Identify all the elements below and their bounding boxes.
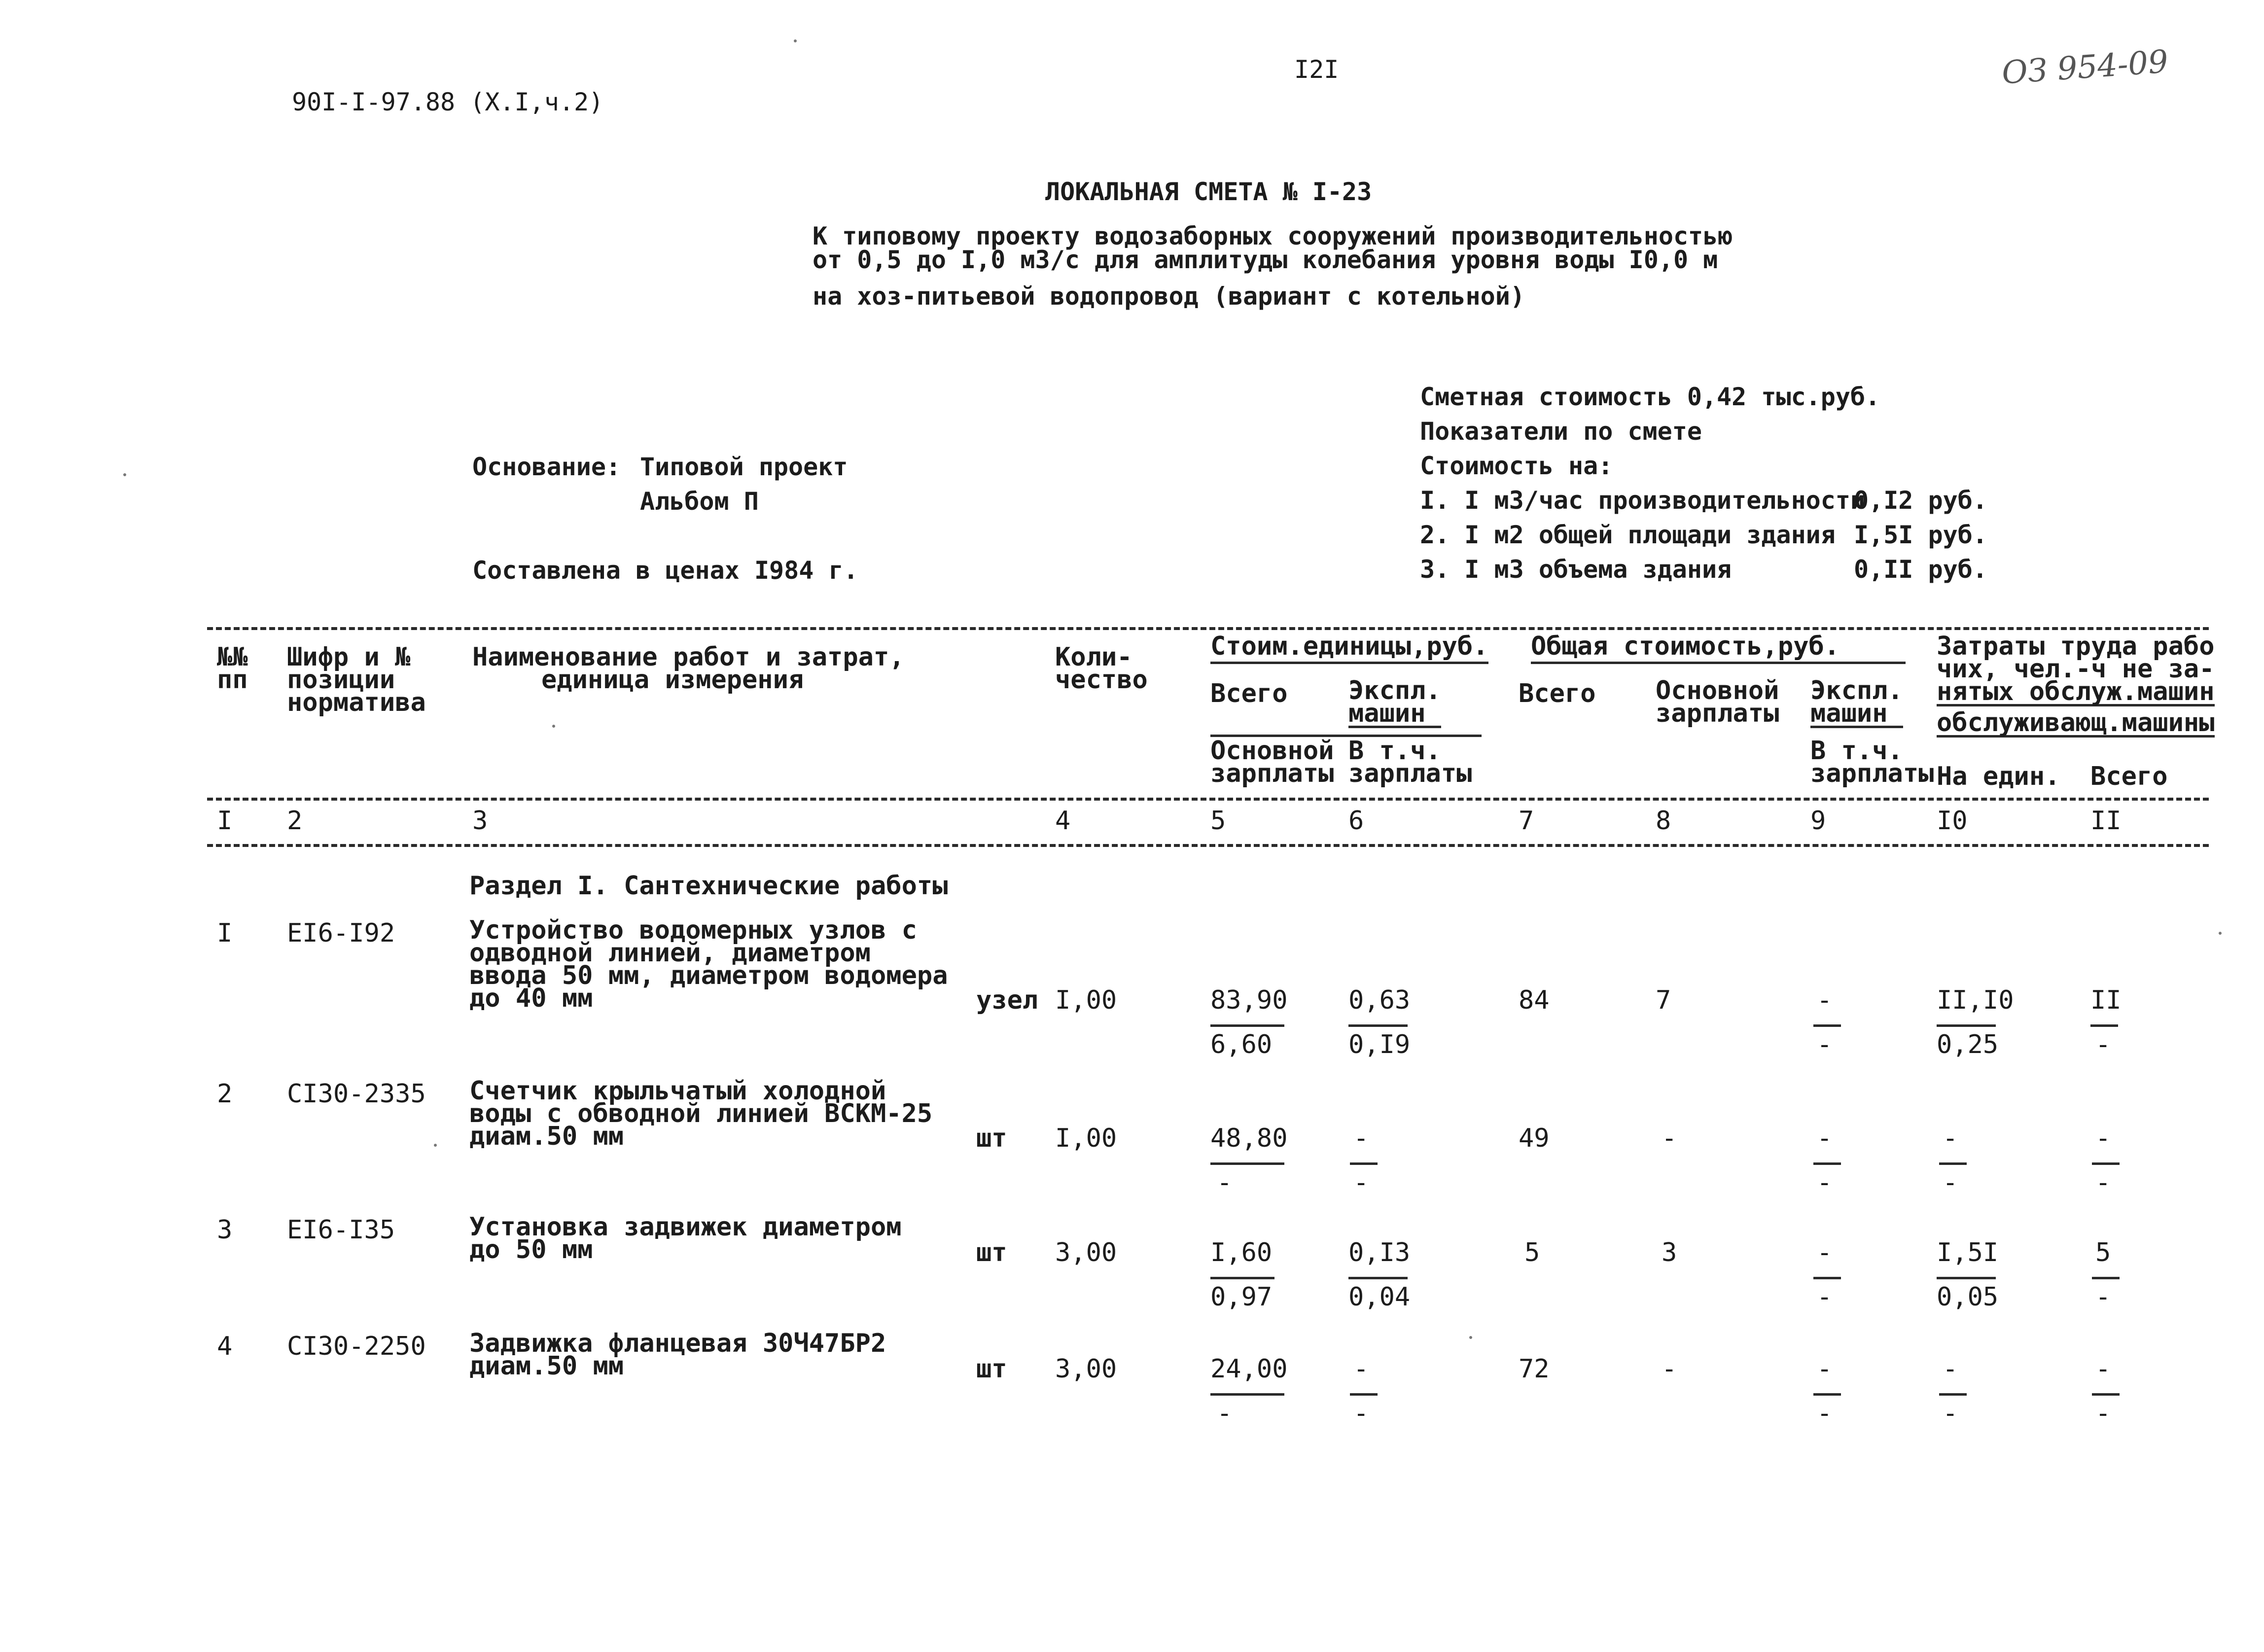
row-c6-bottom: - [1353, 1399, 1369, 1428]
row-qty: I,00 [1055, 985, 1117, 1015]
row-name: Задвижка фланцевая 30Ч47БР2 диам.50 мм [469, 1329, 886, 1381]
row-c6-bottom: - [1353, 1168, 1369, 1197]
fraction-line [1813, 1277, 1841, 1279]
estimate-cost-on: Стоимость на: [1420, 452, 1613, 480]
row-c10-bottom: 0,05 [1937, 1282, 1999, 1312]
hdr-c9-top: Экспл. машин [1810, 676, 1903, 728]
row-c5-bottom: 6,60 [1210, 1030, 1273, 1059]
row-c6-top: 0,63 [1348, 985, 1411, 1015]
section-title: Раздел I. Сантехнические работы [469, 871, 948, 901]
table-top-rule [207, 627, 2209, 630]
basis-line-2: Альбом П [640, 487, 759, 516]
row-c11-bottom: - [2095, 1030, 2111, 1059]
indicator-2-value: I,5I руб. [1854, 521, 1987, 549]
row-c6-top: - [1353, 1354, 1369, 1384]
row-c10-top: - [1943, 1124, 1958, 1153]
row-c5-bottom: - [1217, 1168, 1233, 1197]
subtitle-line-3: на хоз-питьевой водопровод (вариант с котельной) [813, 282, 1525, 311]
hdr-c8: Основной зарплаты [1656, 676, 1779, 728]
row-unit: шт [976, 1238, 1007, 1267]
row-name: Счетчик крыльчатый холодной воды с обводной линией ВСКМ-25 диам.50 мм [469, 1076, 933, 1151]
hdr-c5-bottom: Основной зарплаты [1210, 736, 1334, 788]
hdr-c6-bottom: В т.ч. зарплаты [1348, 736, 1472, 788]
row-name: Устройство водомерных узлов с одводной линией, диаметром ввода 50 мм, диаметром водомера до 40 мм [469, 915, 948, 1013]
row-code: EI6-I35 [287, 1215, 395, 1245]
row-c9-top: - [1817, 1354, 1833, 1384]
row-unit: шт [976, 1124, 1007, 1153]
fraction-line [1937, 1277, 1996, 1279]
row-c9-bottom: - [1817, 1399, 1833, 1428]
subtitle-line-1: К типовому проекту водозаборных сооружений производительностью [813, 222, 1733, 250]
row-c9-bottom: - [1817, 1168, 1833, 1197]
basis-label: Основание: [472, 453, 621, 481]
hdr-c9-bottom: В т.ч. зарплаты [1810, 736, 1934, 788]
document-title: ЛОКАЛЬНАЯ СМЕТА № I-23 [1045, 177, 1372, 206]
fraction-line [2090, 1024, 2118, 1027]
row-c9-top: - [1817, 1124, 1833, 1153]
colnum-11: II [2090, 806, 2122, 836]
row-c6-top: - [1353, 1124, 1369, 1153]
hdr-num: №№ пп [217, 642, 248, 695]
colnum-5: 5 [1210, 806, 1226, 836]
document-code: 90I-I-97.88 (X.I,ч.2) [292, 88, 604, 116]
row-c5-top: 48,80 [1210, 1124, 1288, 1153]
row-c5-bottom: - [1217, 1399, 1233, 1428]
fraction-line [1350, 1393, 1378, 1396]
row-unit: узел [976, 985, 1038, 1015]
row-c11-bottom: - [2095, 1399, 2111, 1428]
fraction-line [2092, 1162, 2120, 1165]
row-name: Установка задвижек диаметром до 50 мм [469, 1212, 902, 1265]
row-c6-bottom: 0,04 [1348, 1282, 1411, 1312]
colnum-9: 9 [1810, 806, 1826, 836]
estimate-indicators: Показатели по смете [1420, 417, 1702, 446]
fraction-line [1350, 1162, 1378, 1165]
colnum-6: 6 [1348, 806, 1364, 836]
colnum-2: 2 [287, 806, 303, 836]
row-c5-bottom: 0,97 [1210, 1282, 1273, 1312]
fraction-line [1813, 1024, 1841, 1027]
row-c9-top: - [1817, 1238, 1833, 1267]
row-c8: - [1662, 1124, 1677, 1153]
row-c11-bottom: - [2095, 1282, 2111, 1312]
row-c11-top: II [2090, 985, 2122, 1015]
hdr-c6-top: Экспл. машин [1348, 676, 1441, 728]
row-code: CI30-2335 [287, 1079, 426, 1109]
hdr-qty: Коли- чество [1055, 642, 1148, 695]
scan-speck [552, 725, 555, 728]
row-number: 2 [217, 1079, 233, 1109]
indicator-3-label: 3. I м3 объема здания [1420, 555, 1732, 584]
page-number: I2I [1294, 55, 1339, 84]
colnum-8: 8 [1656, 806, 1671, 836]
row-c6-top: 0,I3 [1348, 1238, 1411, 1267]
hdr-code: Шифр и № позиции норматива [287, 642, 426, 717]
colnum-3: 3 [472, 806, 488, 836]
row-c10-top: II,I0 [1937, 985, 2014, 1015]
handwritten-reference: ОЗ 954-09 [2000, 43, 2170, 92]
row-c7: 49 [1519, 1124, 1550, 1153]
fraction-line [1210, 1277, 1274, 1279]
fraction-line [1210, 1393, 1284, 1396]
fraction-line [1937, 1024, 1996, 1027]
subtitle-line-2: от 0,5 до I,0 м3/с для амплитуды колебания уровня воды I0,0 м [813, 246, 1718, 274]
row-qty: I,00 [1055, 1124, 1117, 1153]
scan-speck [123, 473, 126, 476]
row-number: 4 [217, 1332, 233, 1361]
row-code: CI30-2250 [287, 1332, 426, 1361]
indicator-1-value: 0,I2 руб. [1854, 486, 1987, 515]
row-c7: 72 [1519, 1354, 1550, 1384]
row-c6-bottom: 0,I9 [1348, 1030, 1411, 1059]
prices-note: Составлена в ценах I984 г. [472, 556, 858, 585]
row-c11-top: - [2095, 1124, 2111, 1153]
hdr-total-cost: Общая стоимость,руб. [1531, 632, 1906, 664]
fraction-line [1813, 1162, 1841, 1165]
colnum-7: 7 [1519, 806, 1534, 836]
row-code: EI6-I92 [287, 918, 395, 948]
fraction-line [1210, 1162, 1284, 1165]
row-c7: 5 [1524, 1238, 1540, 1267]
row-qty: 3,00 [1055, 1354, 1117, 1384]
colnum-10: I0 [1937, 806, 1968, 836]
hdr-unit-cost: Стоим.единицы,руб. [1210, 632, 1488, 664]
hdr-c10: На един. [1937, 762, 2060, 791]
colnum-bottom-rule [207, 844, 2209, 847]
scan-speck [1469, 1336, 1472, 1339]
row-c9-bottom: - [1817, 1282, 1833, 1312]
row-c11-top: - [2095, 1354, 2111, 1384]
scan-speck [2219, 932, 2222, 935]
basis-line-1: Типовой проект [640, 453, 848, 481]
fraction-line [1348, 1277, 1408, 1279]
fraction-line [1939, 1162, 1967, 1165]
row-unit: шт [976, 1354, 1007, 1384]
fraction-line [1813, 1393, 1841, 1396]
fraction-line [2092, 1277, 2120, 1279]
row-c5-top: I,60 [1210, 1238, 1273, 1267]
row-c11-bottom: - [2095, 1168, 2111, 1197]
row-c5-top: 24,00 [1210, 1354, 1288, 1384]
hdr-labor: Затраты труда рабо чих, чел.-ч не за- нятых обслуж.машин обслуживающ.машины [1937, 632, 2215, 738]
row-c9-bottom: - [1817, 1030, 1833, 1059]
row-c8: 7 [1656, 985, 1671, 1015]
row-number: 3 [217, 1215, 233, 1245]
row-c9-top: - [1817, 985, 1833, 1015]
fraction-line [2092, 1393, 2120, 1396]
row-c5-top: 83,90 [1210, 985, 1288, 1015]
hdr-c7: Всего [1519, 679, 1596, 708]
row-c10-bottom: - [1943, 1168, 1958, 1197]
hdr-c5-top: Всего [1210, 679, 1288, 708]
indicator-1-label: I. I м3/час производительности [1420, 486, 1866, 515]
estimate-cost: Сметная стоимость 0,42 тыс.руб. [1420, 383, 1880, 411]
row-c7: 84 [1519, 985, 1550, 1015]
colnum-4: 4 [1055, 806, 1071, 836]
scan-speck [794, 39, 797, 42]
indicator-2-label: 2. I м2 общей площади здания [1420, 521, 1836, 549]
row-c11-top: 5 [2095, 1238, 2111, 1267]
row-c10-bottom: - [1943, 1399, 1958, 1428]
row-c8: 3 [1662, 1238, 1677, 1267]
header-bottom-rule [207, 798, 2209, 801]
row-qty: 3,00 [1055, 1238, 1117, 1267]
fraction-line [1348, 1024, 1408, 1027]
row-number: I [217, 918, 233, 948]
row-c8: - [1662, 1354, 1677, 1384]
colnum-1: I [217, 806, 233, 836]
row-c10-top: - [1943, 1354, 1958, 1384]
row-c10-top: I,5I [1937, 1238, 1999, 1267]
row-c10-bottom: 0,25 [1937, 1030, 1999, 1059]
hdr-c11: Всего [2090, 762, 2168, 791]
scan-speck [434, 1144, 437, 1147]
fraction-line [1939, 1393, 1967, 1396]
indicator-3-value: 0,II руб. [1854, 555, 1987, 584]
hdr-name: Наименование работ и затрат, единица измерения [472, 642, 905, 695]
fraction-line [1210, 1024, 1284, 1027]
